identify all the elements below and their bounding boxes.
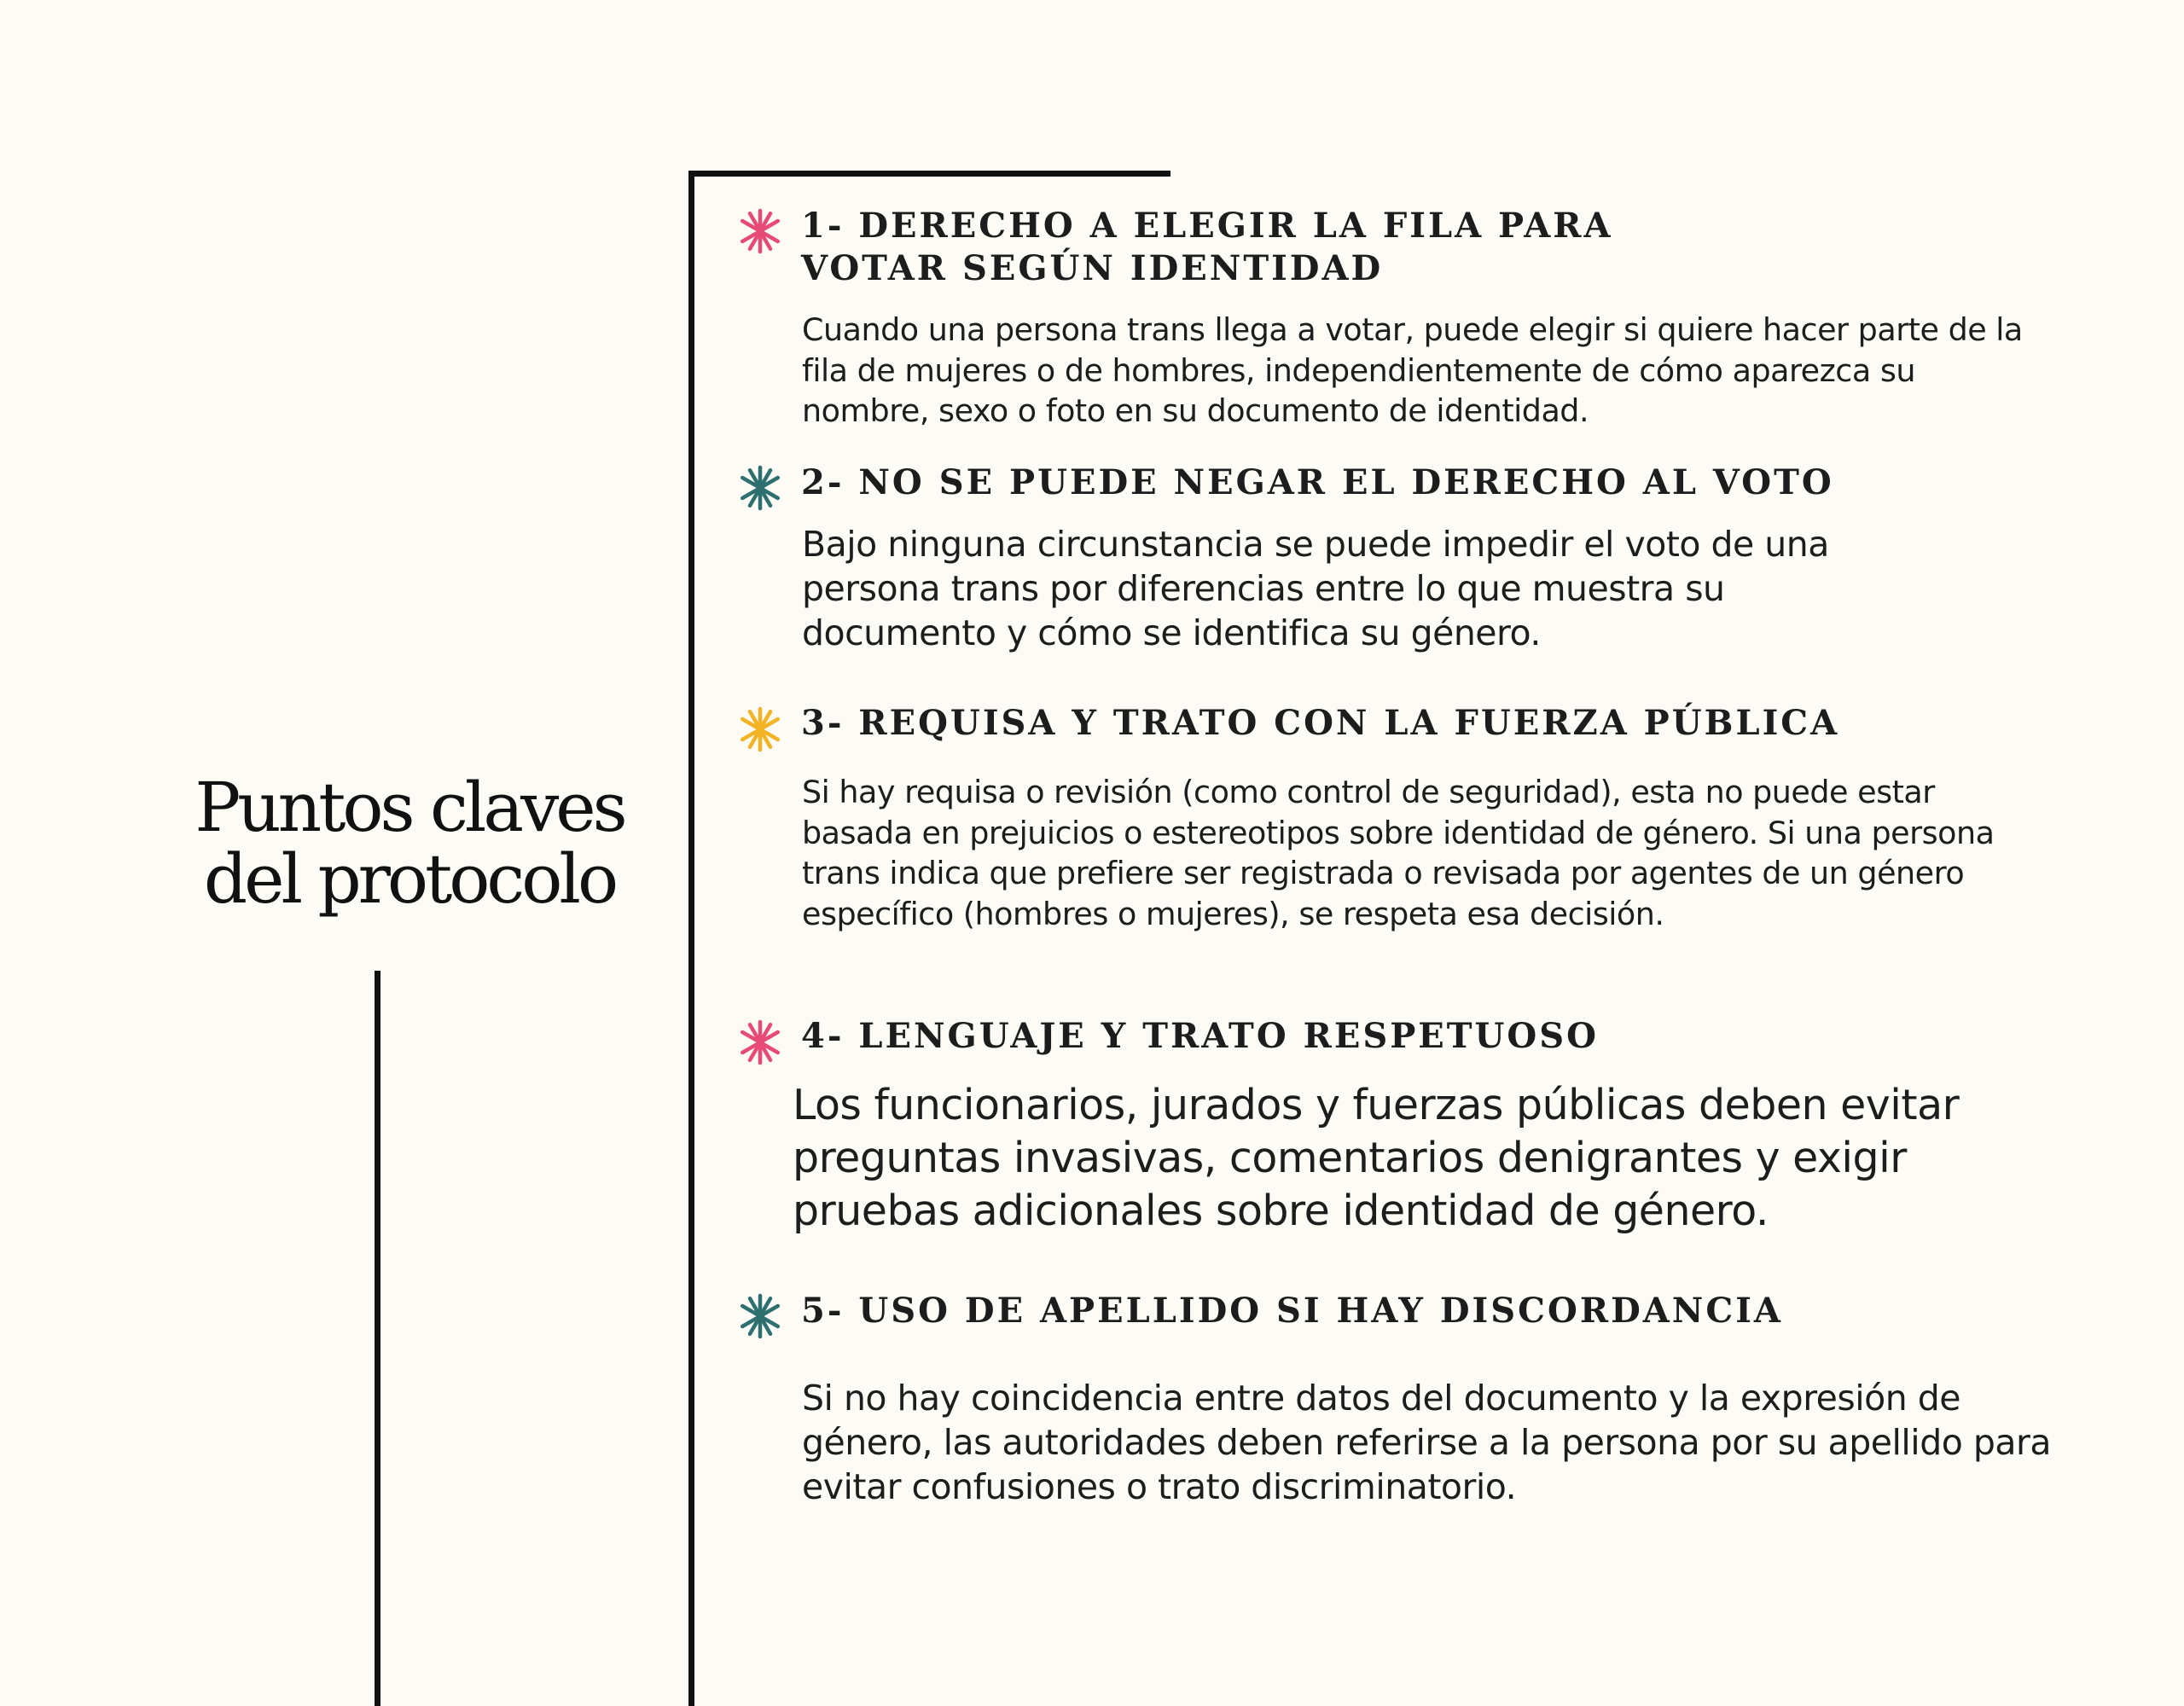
protocol-item-2-text: Bajo ninguna circunstancia se puede impedir el voto de una persona trans por diferencias entre lo que muestra su documento y cómo se identifica su género.: [802, 524, 1829, 653]
top-horizontal-divider: [688, 171, 1170, 177]
main-vertical-divider: [688, 171, 694, 1706]
protocol-item-4-heading: 4- LENGUAJE Y TRATO RESPETUOSO: [801, 1016, 1599, 1056]
asterisk-icon: [735, 462, 786, 514]
asterisk-icon: [735, 206, 786, 257]
left-vertical-divider: [375, 971, 380, 1706]
protocol-item-5-heading: 5- USO DE APELLIDO SI HAY DISCORDANCIA: [801, 1291, 1783, 1331]
protocol-item-3-heading: 3- REQUISA Y TRATO CON LA FUERZA PÚBLICA: [801, 703, 1840, 743]
protocol-item-1-heading: [801, 205, 1613, 290]
protocol-item-2-heading: 2- NO SE PUEDE NEGAR EL DERECHO AL VOTO: [801, 462, 1834, 502]
protocol-item-1-heading-line-2: VOTAR SEGÚN IDENTIDAD: [801, 248, 1384, 288]
page-title-line-2: del protocolo: [203, 839, 616, 919]
asterisk-icon: [735, 704, 786, 755]
protocol-item-4-text: Los funcionarios, jurados y fuerzas públicas deben evitar preguntas invasivas, comentarios denigrantes y exigir pruebas adicionales sobre identidad de género.: [793, 1081, 1960, 1235]
protocol-item-5-text: Si no hay coincidencia entre datos del documento y la expresión de género, las autoridades deben referirse a la persona por su apellido para evitar confusiones o trato discriminatorio.: [802, 1378, 2051, 1507]
asterisk-icon: [735, 1017, 786, 1068]
asterisk-icon: [735, 1291, 786, 1342]
protocol-item-1-heading-line-1: 1- DERECHO A ELEGIR LA FILA PARA: [801, 206, 1613, 246]
protocol-item-1-text: Cuando una persona trans llega a votar, puede elegir si quiere hacer parte de la fila de mujeres o de hombres, independientemente de cómo aparezca su nombre, sexo o foto en su documento de identidad.: [802, 311, 2023, 429]
protocol-item-3-text: Si hay requisa o revisión (como control de seguridad), esta no puede estar basada en prejuicios o estereotipos sobre identidad de género. Si una persona trans indica que prefiere ser registrada o revisada por agentes de un género específico (hombres o mujeres), se respeta esa decisión.: [802, 774, 1995, 932]
page-title-line-1: Puntos claves: [195, 768, 624, 847]
page-title: [145, 768, 674, 919]
